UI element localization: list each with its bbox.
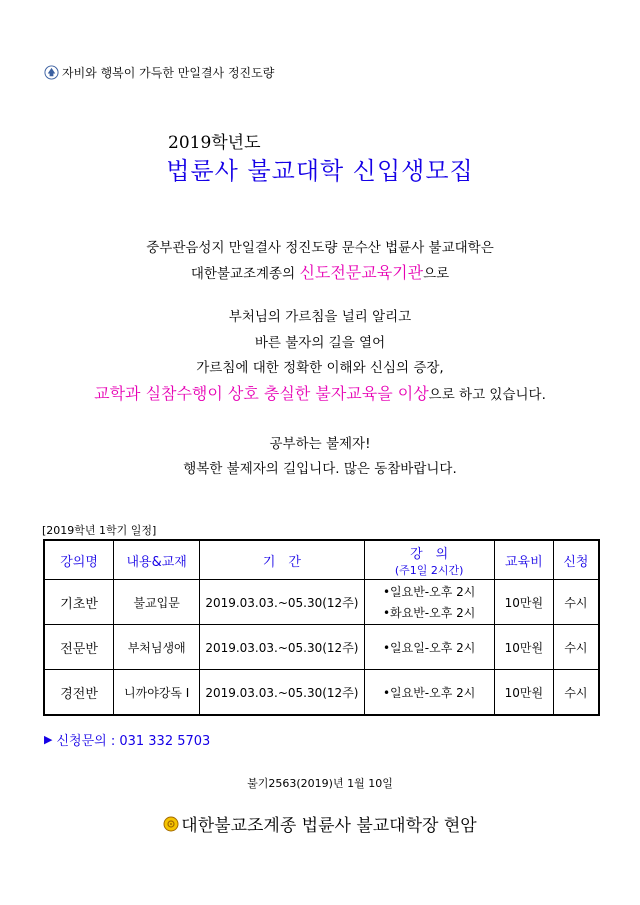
intro-highlight: 신도전문교육기관	[299, 263, 424, 282]
table-row	[45, 670, 599, 715]
col-header-fee: 교육비	[494, 541, 553, 580]
schedule-header-row	[45, 541, 599, 580]
col-header-lecture-sub: (주1일 2시간)	[394, 563, 464, 577]
issue-date: 불기2563(2019)년 1월 10일	[247, 777, 393, 790]
schedule-label: [2019학년 1학기 일정]	[42, 524, 157, 537]
mission-line-4-post: 으로 하고 있습니다.	[428, 387, 546, 403]
intro-line-2	[0, 260, 640, 283]
row-apply: 수시	[553, 580, 598, 625]
row-name: 전문반	[45, 625, 114, 670]
arrow-right-icon: ▶	[44, 733, 53, 746]
intro-line-1: 중부관음성지 만일결사 정진도량 문수산 법륜사 불교대학은	[146, 240, 494, 256]
page-title: 법륜사 불교대학 신입생모집	[166, 157, 474, 185]
row-period: 2019.03.03.~05.30(12주)	[200, 625, 364, 670]
row-lecture-2: •화요반-오후 2시	[382, 606, 476, 620]
row-apply: 수시	[553, 625, 598, 670]
row-period: 2019.03.03.~05.30(12주)	[200, 670, 364, 715]
row-fee: 10만원	[494, 625, 553, 670]
row-period: 2019.03.03.~05.30(12주)	[200, 580, 364, 625]
row-name: 기초반	[45, 580, 114, 625]
appeal-line-1: 공부하는 불제자!	[269, 436, 371, 452]
mission-line-4	[0, 381, 640, 404]
col-header-name: 강의명	[45, 541, 114, 580]
mission-line-3: 가르침에 대한 정확한 이해와 신심의 증장,	[196, 360, 444, 376]
row-lecture	[364, 580, 494, 625]
row-content: 니까야강독 I	[114, 670, 200, 715]
row-lecture-1: •일요반-오후 2시	[382, 685, 476, 700]
motto	[44, 64, 274, 81]
row-lecture-1: •일요반-오후 2시	[382, 585, 476, 599]
motto-text: 자비와 행복이 가득한 만일결사 정진도량	[62, 66, 275, 80]
intro-line-2-post: 으로	[423, 266, 450, 282]
row-lecture	[364, 625, 494, 670]
temple-logo-icon	[44, 65, 59, 80]
row-lecture	[364, 670, 494, 715]
mission-line-1: 부처님의 가르침을 널리 알리고	[228, 309, 412, 325]
row-content: 불교입문	[114, 580, 200, 625]
col-header-lecture	[364, 541, 494, 580]
signature-text: 대한불교조계종 법륜사 불교대학장 현암	[181, 816, 477, 836]
row-fee: 10만원	[494, 670, 553, 715]
dharma-wheel-icon	[163, 816, 179, 832]
row-content: 부처님생애	[114, 625, 200, 670]
col-header-lecture-main: 강 의	[410, 546, 449, 562]
schedule-table	[44, 540, 599, 715]
mission-highlight: 교학과 실참수행이 상호 충실한 불자교육을 이상	[94, 384, 429, 403]
table-row	[45, 625, 599, 670]
mission-line-2: 바른 불자의 길을 열어	[254, 335, 386, 351]
intro-line-2-pre: 대한불교조계종의	[190, 266, 300, 282]
row-apply: 수시	[553, 670, 598, 715]
appeal-line-2: 행복한 불제자의 길입니다. 많은 동참바랍니다.	[183, 461, 457, 477]
row-lecture-1: •일요일-오후 2시	[382, 640, 476, 655]
col-header-period: 기 간	[200, 541, 364, 580]
table-row	[45, 580, 599, 625]
row-name: 경전반	[45, 670, 114, 715]
inquiry	[44, 730, 210, 749]
signature	[0, 811, 640, 836]
inquiry-text: 신청문의 : 031 332 5703	[56, 734, 211, 749]
year-title: 2019학년도	[168, 133, 261, 153]
col-header-content: 내용&교재	[114, 541, 200, 580]
row-fee: 10만원	[494, 580, 553, 625]
col-header-apply: 신청	[553, 541, 598, 580]
